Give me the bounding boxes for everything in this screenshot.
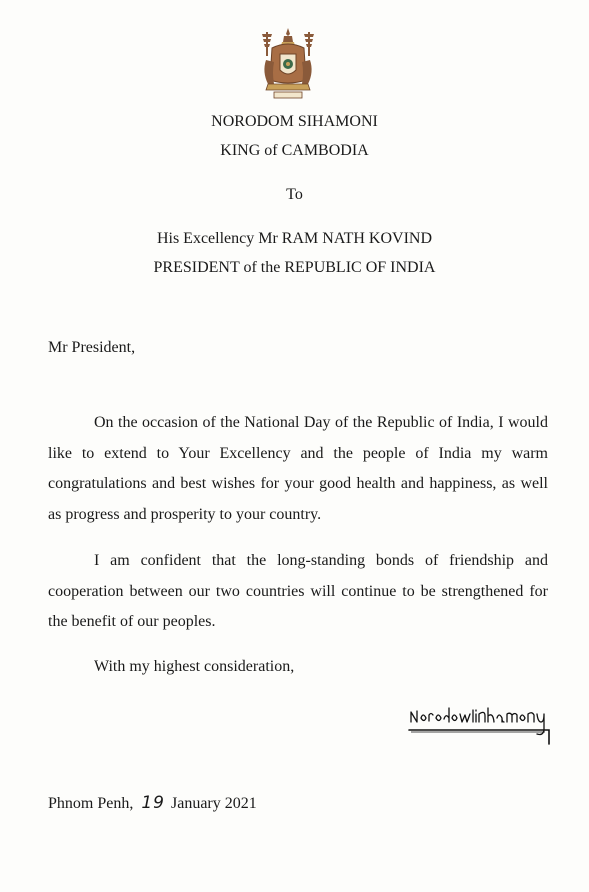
royal-coat-of-arms-icon: [258, 26, 318, 102]
recipient-name: His Excellency Mr RAM NATH KOVIND: [156, 230, 433, 247]
closing-line: With my highest consideration,: [94, 658, 295, 675]
salutation: Mr President,: [48, 339, 136, 356]
sender-title: KING of CAMBODIA: [220, 142, 369, 159]
to-label: To: [286, 186, 303, 203]
handwritten-signature: [405, 700, 553, 746]
place: Phnom Penh,: [48, 795, 134, 812]
handwritten-day: 19: [141, 793, 165, 813]
place-and-date: [48, 793, 257, 814]
body-paragraph-2: I am confident that the long-standing bonds of friendship and cooperation between our two countries will continue to be strengthened for the benefit of our peoples.: [48, 552, 548, 630]
body-paragraph-1: On the occasion of the National Day of the Republic of India, I would like to extend to Your Excellency and the people of India my warm congratulations and best wishes for your good health and happiness, as well as progress and prosperity to your country.: [48, 414, 548, 523]
month-year: January 2021: [170, 795, 257, 812]
sender-name: NORODOM SIHAMONI: [211, 113, 378, 130]
recipient-title: PRESIDENT of the REPUBLIC OF INDIA: [153, 259, 436, 276]
